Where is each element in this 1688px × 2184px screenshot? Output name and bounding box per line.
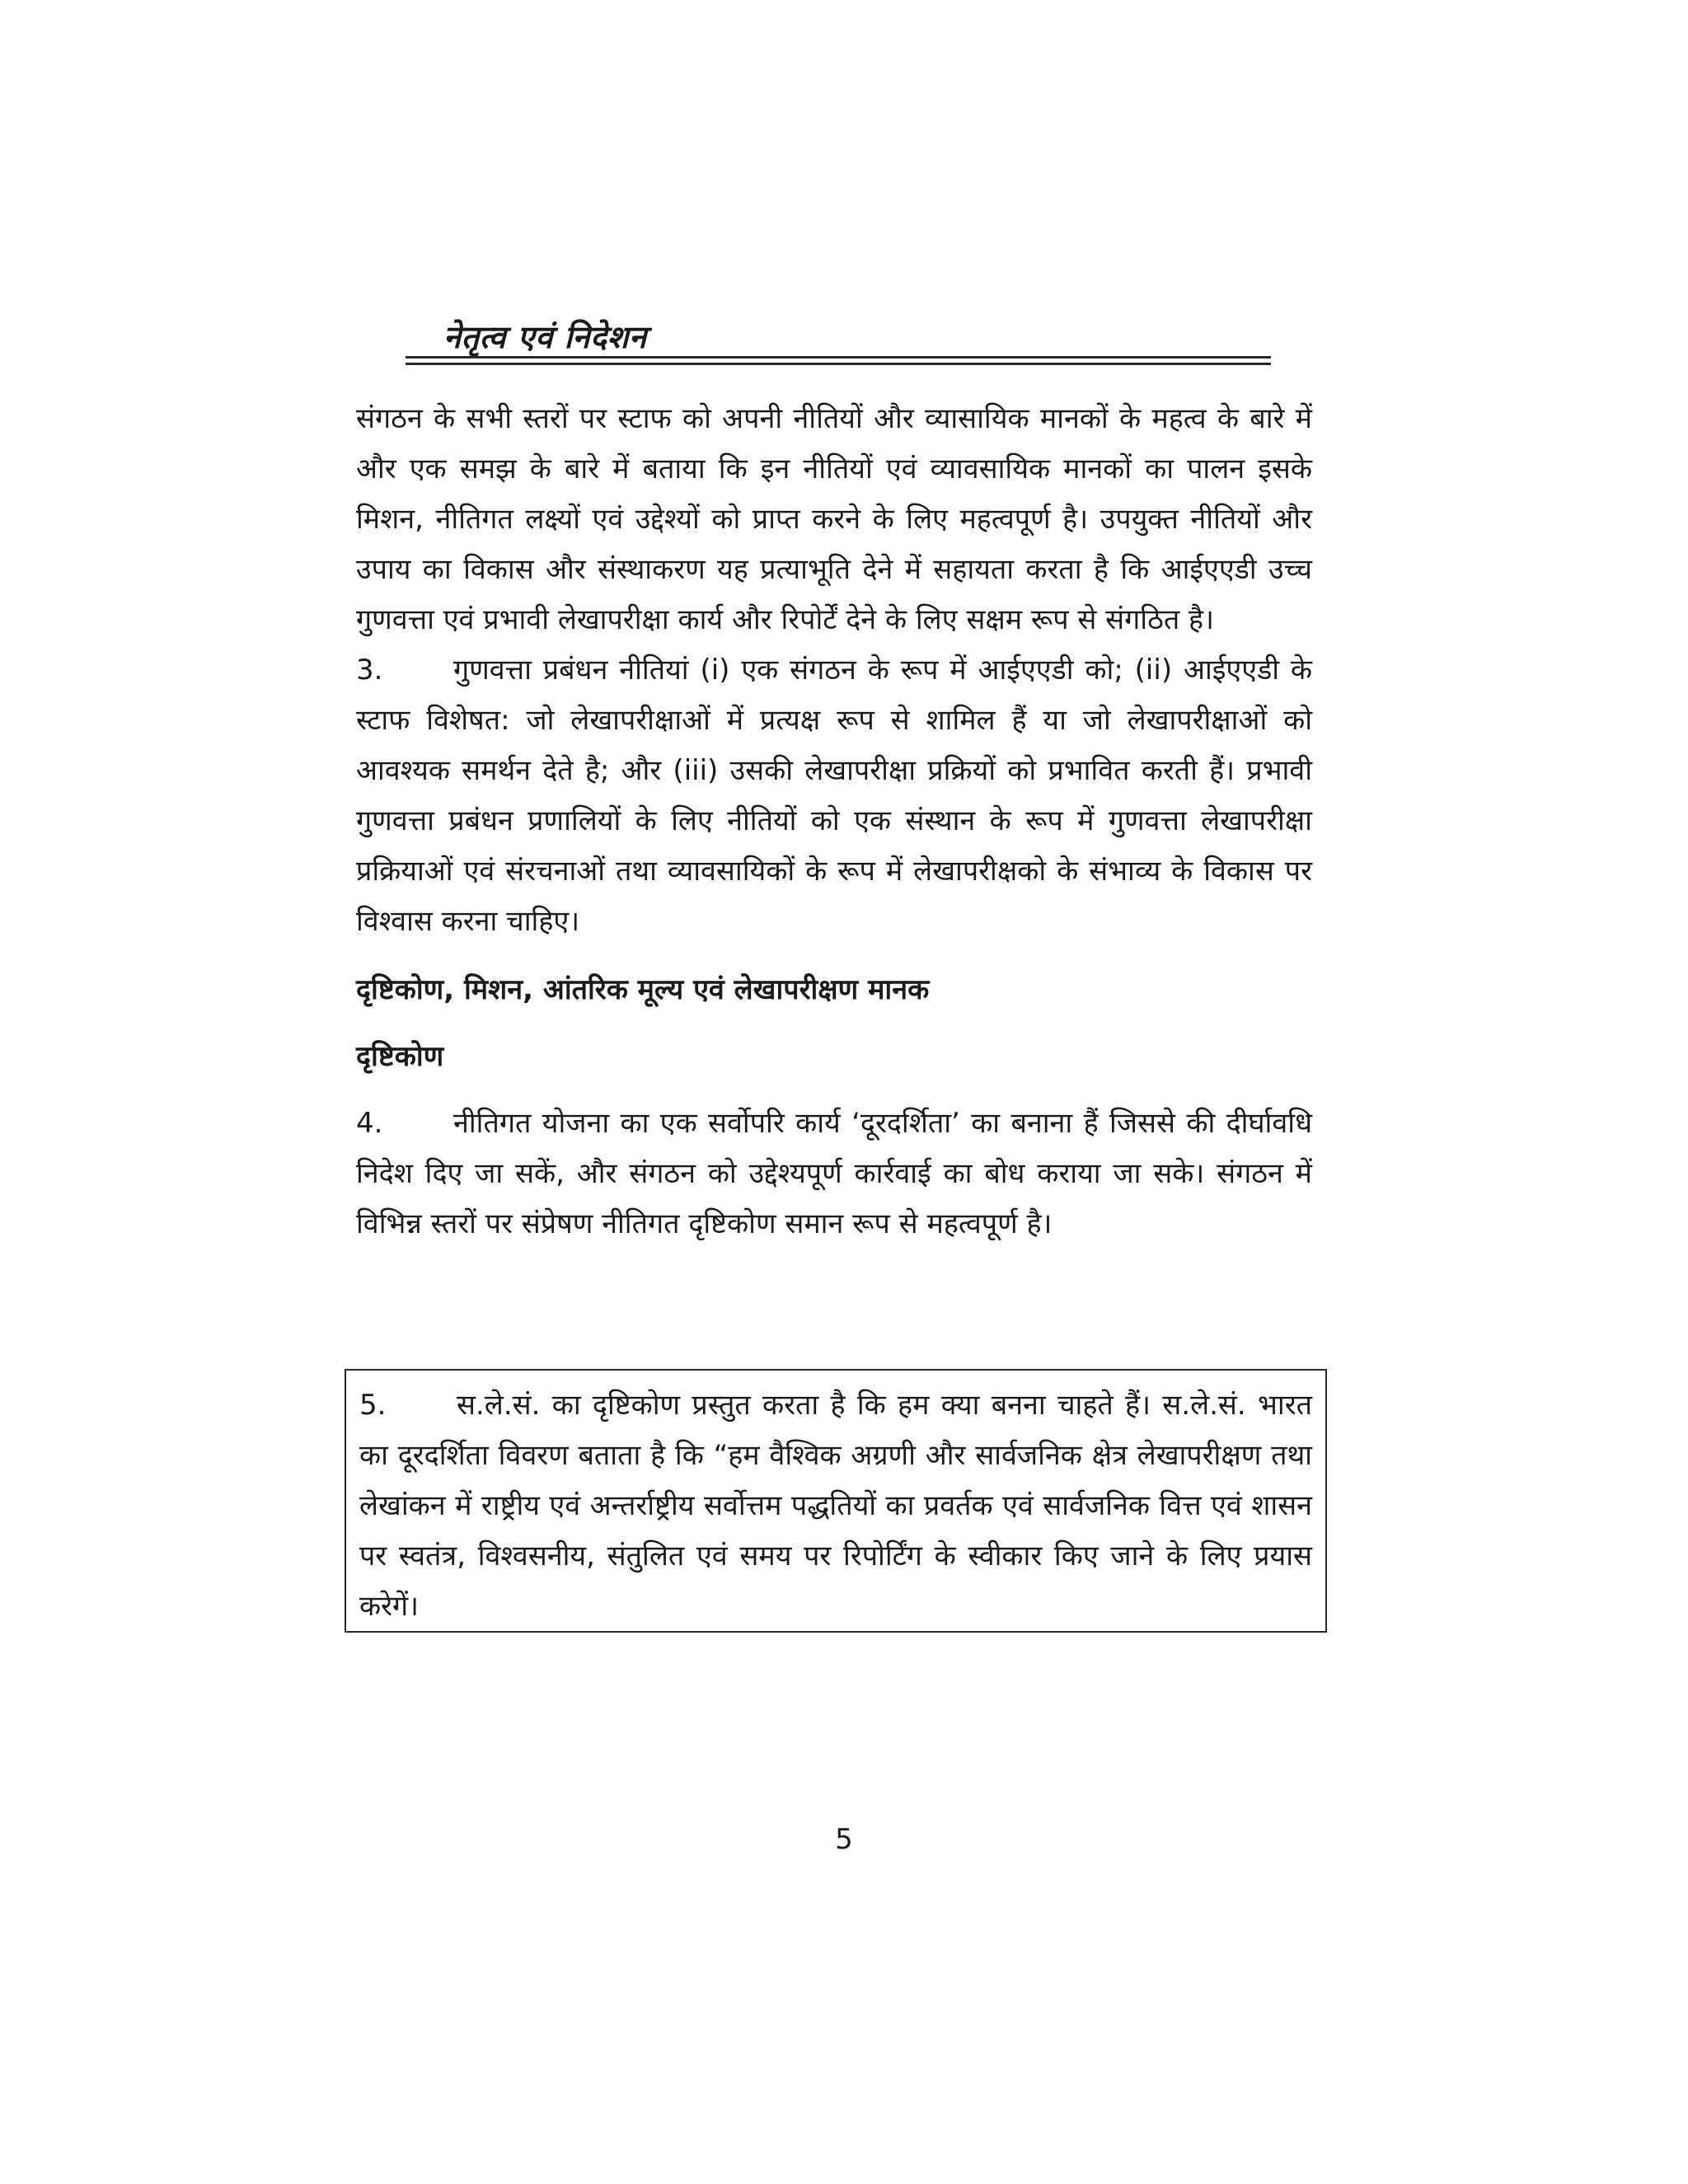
running-header-title: नेतृत्व एवं निदेशन	[443, 319, 647, 355]
paragraph-3-number: 3.	[356, 654, 383, 687]
body-text	[356, 394, 1312, 1249]
paragraph-5	[359, 1380, 1312, 1632]
paragraph-4-number: 4.	[356, 1107, 383, 1140]
paragraph-4-text: नीतिगत योजना का एक सर्वोपरि कार्य ‘दूरदर्शिता’ का बनाना हैं जिससे की दीर्घावधि निदेश दिए जा सकें, और संगठन को उद्देश्यपूर्ण कार्रवाई का बोध कराया जा सके। संगठन में विभिन्न स्तरों पर संप्रेषण नीतिगत दृष्टिकोण समान रूप से महत्वपूर्ण है।	[356, 1107, 1312, 1240]
paragraph-3-text: गुणवत्ता प्रबंधन नीतियां (i) एक संगठन के रूप में आईएएडी को; (ii) आईएएडी के स्टाफ विशेषत: जो लेखापरीक्षाओं में प्रत्यक्ष रूप से शामिल हैं या जो लेखापरीक्षाओं को आवश्यक समर्थन देते है; और (iii) उसकी लेखापरीक्षा प्रक्रियों को प्रभावित करती हैं। प्रभावी गुणवत्ता प्रबंधन प्रणालियों के लिए नीतियों को एक संस्थान के रूप में गुणवत्ता लेखापरीक्षा प्रक्रियाओं एवं संरचनाओं तथा व्यावसायिकों के रूप में लेखापरीक्षको के संभाव्य के विकास पर विश्वास करना चाहिए।	[356, 654, 1312, 938]
page-number: 5	[835, 1823, 853, 1856]
paragraph-5-number: 5.	[359, 1389, 387, 1422]
subsection-heading: दृष्टिकोण	[356, 1040, 444, 1073]
paragraph-4	[356, 1099, 1312, 1249]
paragraph-3	[356, 645, 1312, 947]
paragraph-intro: संगठन के सभी स्तरों पर स्टाफ को अपनी नीतियों और व्यासायिक मानकों के महत्व के बारे में और एक समझ के बारे में बताया कि इन नीतियों एवं व्यावसायिक मानकों का पालन इसके मिशन, नीतिगत लक्ष्यों एवं उद्देश्यों को प्राप्त करने के लिए महत्वपूर्ण है। उपयुक्त नीतियों और उपाय का विकास और संस्थाकरण यह प्रत्याभूति देने में सहायता करता है कि आईएएडी उच्च गुणवत्ता एवं प्रभावी लेखापरीक्षा कार्य और रिपोर्टें देने के लिए सक्षम रूप से संगठित है।	[356, 402, 1312, 636]
header-double-rule	[406, 356, 1271, 365]
section-heading: दृष्टिकोण, मिशन, आंतरिक मूल्य एवं लेखापरीक्षण मानक	[356, 973, 930, 1006]
boxed-paragraph-5	[345, 1369, 1327, 1633]
paragraph-5-text: स.ले.सं. का दृष्टिकोण प्रस्तुत करता है कि हम क्या बनना चाहते हैं। स.ले.सं. भारत का दूरदर्शिता विवरण बताता है कि “हम वैश्विक अग्रणी और सार्वजनिक क्षेत्र लेखापरीक्षण तथा लेखांकन में राष्ट्रीय एवं अन्तर्राष्ट्रीय सर्वोत्तम पद्धतियों का प्रवर्तक एवं सार्वजनिक वित्त एवं शासन पर स्वतंत्र, विश्वसनीय, संतुलित एवं समय पर रिपोर्टिंग के स्वीकार किए जाने के लिए प्रयास करेगें।	[359, 1389, 1312, 1623]
